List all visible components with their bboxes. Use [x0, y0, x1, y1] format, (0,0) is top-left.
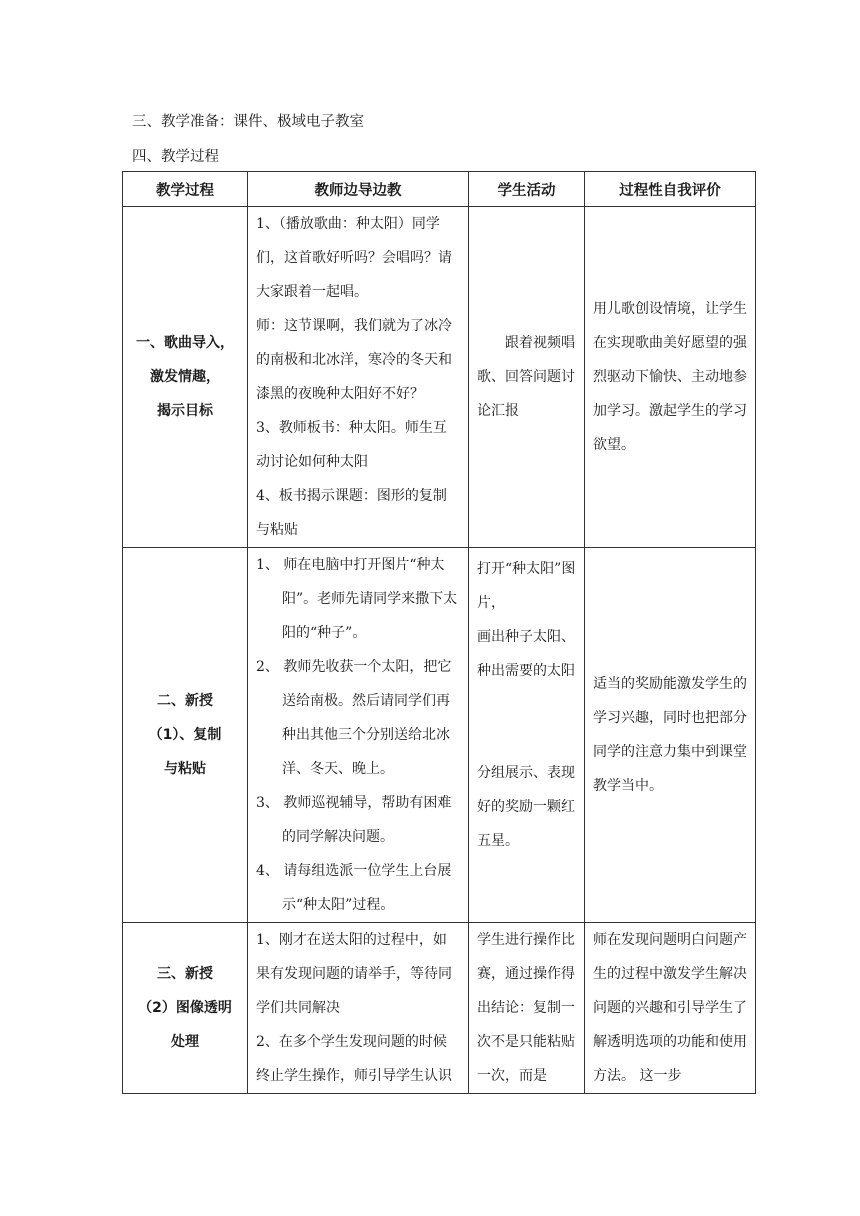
teaching-process-heading: 四、教学过程: [132, 149, 219, 165]
teacher-step: 1、 师在电脑中打开图片“种太阳”。老师先请同学来撒下太阳的“种子”。: [256, 557, 458, 641]
student-activity: 打开“种太阳”图片，: [477, 561, 576, 611]
stage-cell: [123, 548, 248, 923]
teacher-cell: [248, 207, 469, 548]
teacher-step: 1、刚才在送太阳的过程中，如果有发现问题的请举手，等待同学们共同解决: [256, 932, 452, 1016]
teacher-cell: [248, 923, 469, 1094]
stage-cell: [123, 207, 248, 548]
evaluation-text: 师在发现问题明白问题产生的过程中激发学生解决问题的兴趣和引导学生了解透明选项的功能和使用方法。 这一步: [593, 932, 747, 1084]
student-cell: [469, 207, 585, 548]
evaluation-cell: [585, 207, 756, 548]
stage-line: 二、新授: [157, 693, 213, 709]
teaching-process-table: [122, 171, 756, 1094]
teaching-preparation-line: 三、教学准备：课件、极域电子教室: [132, 114, 364, 130]
teacher-step: 4、板书揭示课题：图形的复制与粘贴: [256, 488, 447, 538]
stage-line: （2）图像透明: [138, 1000, 232, 1016]
table-row: [123, 923, 756, 1094]
table-row: [123, 548, 756, 923]
evaluation-text: 用儿歌创设情境，让学生在实现歌曲美好愿望的强烈驱动下愉快、主动地参加学习。激起学生的学习欲望。: [593, 301, 747, 453]
evaluation-text: 适当的奖励能激发学生的学习兴趣，同时也把部分同学的注意力集中到课堂教学当中。: [593, 676, 747, 794]
student-cell: [469, 548, 585, 923]
stage-line: 与粘贴: [164, 761, 206, 777]
header-process: 教学过程: [123, 172, 248, 207]
teacher-step: 1、（播放歌曲：种太阳）同学们，这首歌好听吗？会唱吗？请大家跟着一起唱。: [256, 216, 452, 300]
teacher-step: 师：这节课啊，我们就为了冰冷的南极和北冰洋，寒冷的冬天和漆黑的夜晚种太阳好不好？: [256, 318, 452, 402]
header-evaluation: 过程性自我评价: [585, 172, 756, 207]
student-cell: [469, 923, 585, 1094]
student-activity: 跟着视频唱歌、回答问题讨论汇报: [477, 335, 575, 419]
student-activity: 学生进行操作比赛，通过操作得出结论：复制一次不是只能粘贴一次，而是: [477, 932, 575, 1084]
stage-line: 一、歌曲导入，: [136, 335, 234, 351]
teacher-step: 2、 教师先收获一个太阳，把它送给南极。然后请同学们再种出其他三个分别送给北冰洋、冬天、晚上。: [256, 659, 452, 777]
stage-line: 激发情趣，: [150, 369, 220, 385]
teacher-step: 3、教师板书：种太阳。师生互动讨论如何种太阳: [256, 420, 447, 470]
evaluation-cell: [585, 923, 756, 1094]
stage-line: （1）、复制: [148, 727, 222, 743]
teacher-step: 2、在多个学生发现问题的时候终止学生操作，师引导学生认识: [256, 1034, 452, 1084]
student-activity: 画出种子太阳、种出需要的太阳: [477, 629, 575, 679]
stage-line: 处理: [171, 1034, 199, 1050]
student-activity: 分组展示、表现好的奖励一颗红五星。: [477, 765, 575, 849]
teacher-step: 3、 教师巡视辅导，帮助有困难的同学解决问题。: [256, 795, 452, 845]
stage-line: 三、新授: [157, 966, 213, 982]
header-student: 学生活动: [469, 172, 585, 207]
table-row: [123, 207, 756, 548]
table-header-row: [123, 172, 756, 207]
teacher-step: 4、 请每组选派一位学生上台展示“种太阳”过程。: [256, 863, 452, 913]
evaluation-cell: [585, 548, 756, 923]
header-teacher: 教师边导边教: [248, 172, 469, 207]
stage-line: 揭示目标: [157, 403, 213, 419]
teacher-cell: [248, 548, 469, 923]
stage-cell: [123, 923, 248, 1094]
